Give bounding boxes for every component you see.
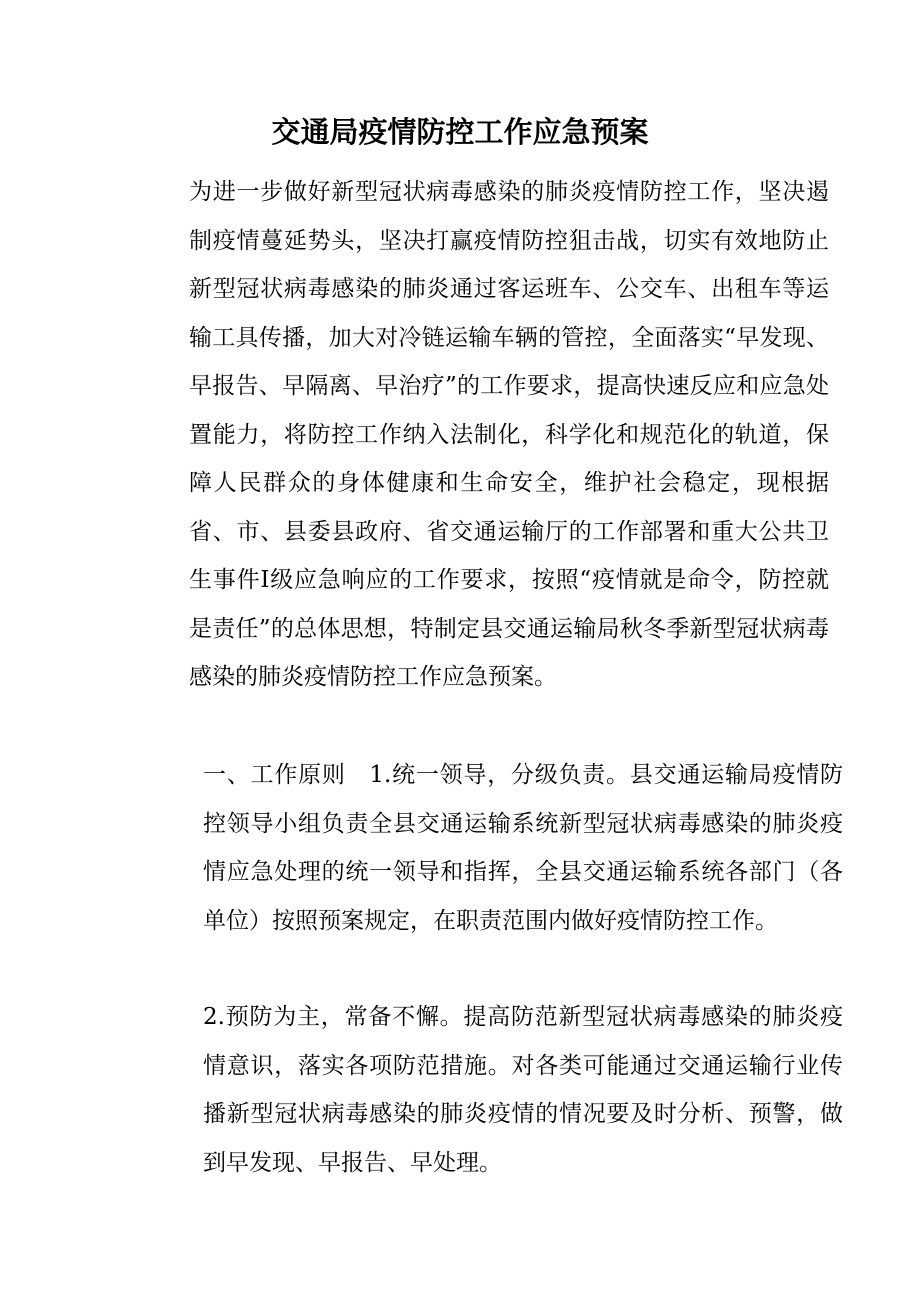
paragraph-principle-2: 2.预防为主，常备不懈。提高防范新型冠状病毒感染的肺炎疫情意识，落实各项防范措施。对各类可能通过交通运输行业传播新型冠状病毒感染的肺炎疫情的情况要及时分析、预警，做到早发现、早报告、早处理。 [203, 1004, 843, 1176]
paragraph-intro: 为进一步做好新型冠状病毒感染的肺炎疫情防控工作，坚决遏制疫情蔓延势头，坚决打赢疫情防控狙击战，切实有效地防止新型冠状病毒感染的肺炎通过客运班车、公交车、出租车等运输工具传播，加大对冷链运输车辆的管控，全面落实“早发现、早报告、早隔离、早治疗”的工作要求，提高快速反应和应急处置能力，将防控工作纳入法制化，科学化和规范化的轨道，保障人民群众的身体健康和生命安全，维护社会稳定，现根据省、市、县委县政府、省交通运输厅的工作部署和重大公共卫生事件Ⅰ级应急响应的工作要求，按照“疫情就是命令，防控就是责任”的总体思想，特制定县交通运输局秋冬季新型冠状病毒感染的肺炎疫情防控工作应急预案。 [189, 179, 829, 690]
paragraph-principle-1: 一、工作原则 1.统一领导，分级负责。县交通运输局疫情防控领导小组负责全县交通运输系统新型冠状病毒感染的肺炎疫情应急处理的统一领导和指挥，全县交通运输系统各部门（各单位）按照预案规定，在职责范围内做好疫情防控工作。 [203, 762, 843, 934]
document-title: 交通局疫情防控工作应急预案 [271, 115, 649, 149]
